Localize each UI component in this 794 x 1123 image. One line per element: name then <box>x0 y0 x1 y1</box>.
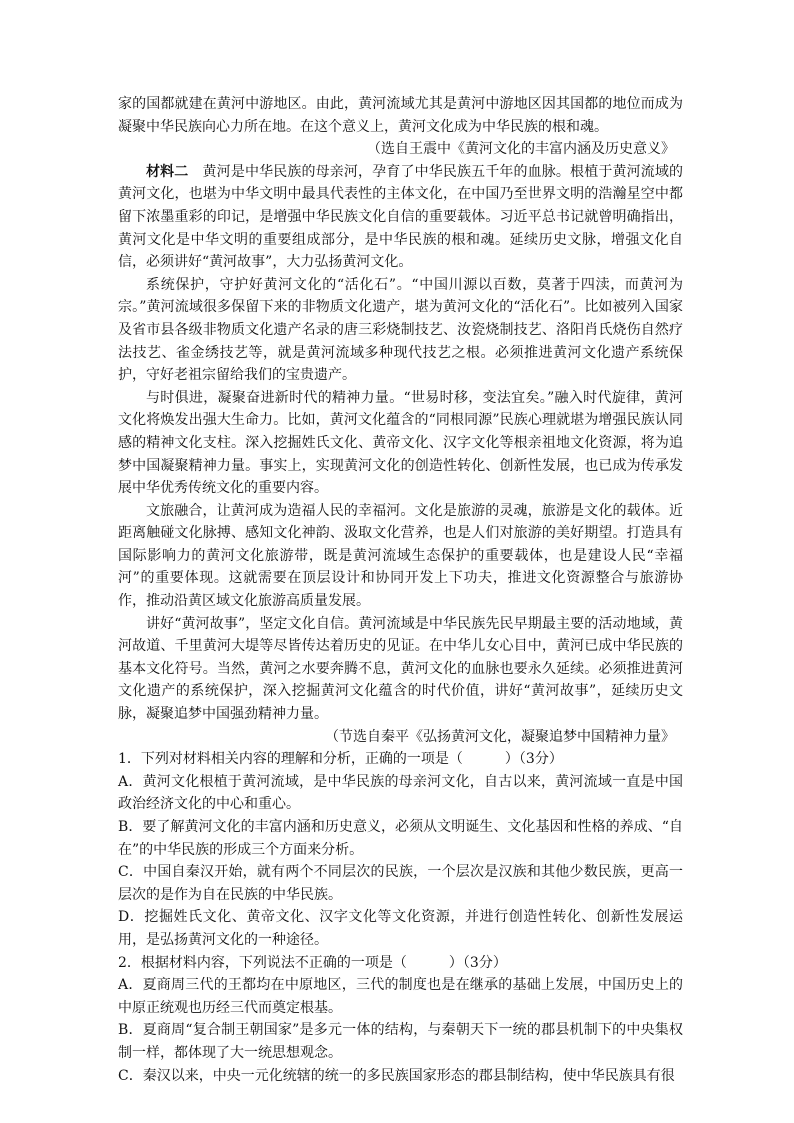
material2-paragraph-3: 与时俱进，凝聚奋进新时代的精神力量。“世易时移，变法宜矣。”融入时代旋律，黄河文化将焕发出强大生命力。比如，黄河文化蕴含的“同根同源”民族心理就堪为增强民族认同感的精神文化支柱。深入挖掘姓氏文化、黄帝文化、汉字文化等根亲祖地文化资源，将为追梦中国凝聚精神力量。事实上，实现黄河文化的创造性转化、创新性发展，也已成为传承发展中华优秀传统文化的重要内容。 <box>118 389 683 497</box>
material2-paragraph-4: 文旅融合，让黄河成为造福人民的幸福河。文化是旅游的灵魂，旅游是文化的载体。近距离触碰文化脉搏、感知文化神韵、汲取文化营养，也是人们对旅游的美好期望。打造具有国际影响力的黄河文化旅游带，既是黄河流域生态保护的重要载体，也是建设人民“幸福河”的重要体现。这就需要在顶层设计和协同开发上下功夫，推进文化资源整合与旅游协作，推动沿黄区域文化旅游高质量发展。 <box>118 502 683 610</box>
material2-paragraph-5: 讲好“黄河故事”，坚定文化自信。黄河流域是中华民族先民早期最主要的活动地域，黄河故道、千里黄河大堤等尽皆传达着历史的见证。在中华儿女心目中，黄河已成中华民族的基本文化符号。当然，黄河之水要奔腾不息，黄河文化的血脉也要永久延续。必须推进黄河文化遗产的系统保护，深入挖掘黄河文化蕴含的时代价值，讲好“黄河故事”，延续历史文脉，凝聚追梦中国强劲精神力量。 <box>118 615 683 723</box>
question-2-stem: 2．根据材料内容，下列说法不正确的一项是（ ）（3分） <box>118 954 507 971</box>
question-1-option-d: D．挖掘姓氏文化、黄帝文化、汉字文化等文化资源，并进行创造性转化、创新性发展运用，是弘扬黄河文化的一种途径。 <box>118 909 683 948</box>
question-2-option-b: B．夏商周“复合制王朝国家”是多元一体的结构，与秦朝天下一统的郡县机制下的中央集权制一样，都体现了大一统思想观念。 <box>118 1022 683 1061</box>
material2-paragraph-2: 系统保护，守护好黄河文化的“活化石”。“中国川源以百数，莫著于四渎，而黄河为宗。”黄河流域很多保留下来的非物质文化遗产，堪为黄河文化的“活化石”。比如被列入国家及省市县各级非物质文化遗产名录的唐三彩烧制技艺、汝瓷烧制技艺、洛阳肖氏烧伤自然疗法技艺、雀金绣技艺等，就是黄河流域多种现代技艺之根。必须推进黄河文化遗产系统保护，守好老祖宗留给我们的宝贵遗产。 <box>118 276 683 384</box>
material2-paragraph-1-text: 黄河是中华民族的母亲河，孕育了中华民族五千年的血脉。根植于黄河流域的黄河文化，也堪为中华文明中最具代表性的主体文化，在中国乃至世界文明的浩瀚星空中都留下浓墨重彩的印记，是增强中华民族文化自信的重要载体。习近平总书记就曾明确指出，黄河文化是中华文明的重要组成部分，是中华民族的根和魂。延续历史文脉，增强文化自信，必须讲好“黄河故事”，大力弘扬黄河文化。 <box>118 163 684 271</box>
question-1-option-a: A．黄河文化根植于黄河流域，是中华民族的母亲河文化，自古以来，黄河流域一直是中国政治经济文化的中心和重心。 <box>118 773 683 813</box>
question-2-option-c: C．秦汉以来，中央一元化统辖的统一的多民族国家形态的郡县制结构，使中华民族具有很 <box>118 1067 675 1084</box>
source-citation-1: （选自王震中《黄河文化的丰富内涵及历史意义》 <box>367 141 675 158</box>
question-2-option-a: A．夏商周三代的王都均在中原地区，三代的制度也是在继承的基础上发展，中国历史上的中原正统观也历经三代而奠定根基。 <box>118 977 683 1016</box>
question-1-option-b: B．要了解黄河文化的丰富内涵和历史意义，必须从文明诞生、文化基因和性格的养成、“自在”的中华民族的形成三个方面来分析。 <box>118 819 683 858</box>
question-1-stem: 1．下列对材料相关内容的理解和分析，正确的一项是（ ）（3分） <box>118 751 563 768</box>
question-1-option-c: C．中国自秦汉开始，就有两个不同层次的民族，一个层次是汉族和其他少数民族，更高一层次的是作为自在民族的中华民族。 <box>118 864 683 903</box>
document-body <box>118 93 683 1087</box>
material2-label: 材料二 <box>146 163 189 180</box>
material1-tail: 家的国都就建在黄河中游地区。由此，黄河流域尤其是黄河中游地区因其国都的地位而成为凝聚中华民族向心力所在地。在这个意义上，黄河文化成为中华民族的根和魂。 <box>118 96 683 135</box>
material2-paragraph-1 <box>118 161 683 274</box>
source-citation-2: （节选自秦平《弘扬黄河文化，凝聚追梦中国精神力量》 <box>325 728 675 745</box>
